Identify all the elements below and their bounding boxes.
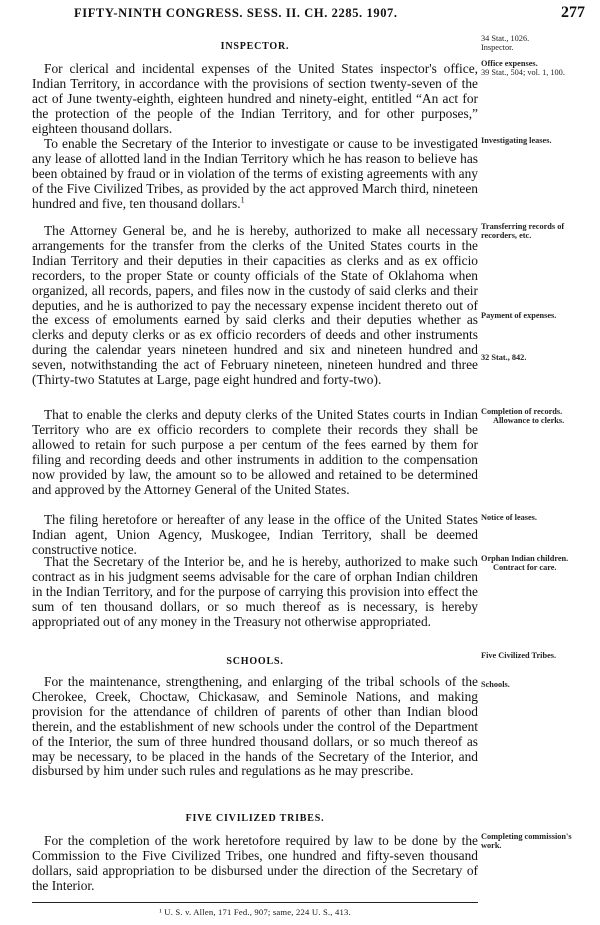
footnote-mark: 1 [240,195,245,205]
section-heading-inspector: INSPECTOR. [220,41,290,52]
footnote: ¹ U. S. v. Allen, 171 Fed., 907; same, 224 U. S., 413. [159,907,351,917]
running-title: FIFTY-NINTH CONGRESS. SESS. II. CH. 2285. 1907. [74,6,398,20]
margin-note-office-expenses: Office expenses. 39 Stat., 504; vol. 1, 100. [481,59,565,77]
margin-note-payment-of-expenses: Payment of expenses. [481,311,557,320]
margin-note-transferring-records: Transferring records of recorders, etc. [481,222,565,240]
paragraph-notice-of-leases: The filing heretofore or hereafter of any lease in the office of the United States Indian agent, Union Agency, Muskogee, Indian Territory, shall be deemed constructive notice. [32,512,478,557]
paragraph-commission-work: For the completion of the work heretofore required by law to be done by the Commission to the Five Civilized Tribes, one hundred and fifty-seven thousand dollars, said appropriation to be disbursed under the direction of the Secretary of the Interior. [32,833,478,893]
margin-note-five-civilized-tribes: Five Civilized Tribes. [481,651,557,660]
margin-note-investigating-leases: Investigating leases. [481,136,552,145]
paragraph-orphan-children: That the Secretary of the Interior be, and he is hereby, authorized to make such contract as in his judgment seems advisable for the care of orphan Indian children in the Indian Territory, and for the purpose of carrying this provision into effect the sum of ten thousand dollars, or so much thereof as is necessary, is hereby appropriated out of any money in the Treasury not otherwise appropriated. [32,554,478,629]
page-number: 277 [561,4,585,21]
margin-note-orphan-children: Orphan Indian children. Contract for care. [481,554,569,572]
paragraph-completion-records: That to enable the clerks and deputy clerks of the United States courts in Indian Territory who are ex officio recorders to complete their records they shall be allowed to retain for such purpose a per centum of the fees earned by them for filing and recording deeds and other instruments in addition to the compensation now provided by law, the amount so to be allowed and retained to be determined and approved by the Attorney General of the United States. [32,407,478,497]
margin-note-stat-1026: 34 Stat., 1026. Inspector. [481,34,530,52]
paragraph-inspector-expenses: For clerical and incidental expenses of the United States inspector's office, Indian Territory, in accordance with the provisions of section twenty-seven of the act of June twenty-eighth, eighteen hundred and ninety-eight, entitled “An act for the protection of the people of the Indian Territory, and for other purposes,” eighteen thousand dollars. [32,61,478,136]
paragraph-investigating-leases: To enable the Secretary of the Interior to investigate or cause to be investigated any lease of allotted land in the Indian Territory which he has reason to believe has been obtained by fraud or in violation of the terms of existing agreements with any of the Five Civilized Tribes, as provided by the act approved March third, nineteen hundred and five, ten thousand dollars.$^1$ [32,136,478,211]
section-heading-five-civilized-tribes: FIVE CIVILIZED TRIBES. [185,813,325,824]
footnote-divider [32,902,478,903]
margin-note-schools: Schools. [481,680,510,689]
margin-note-stat-842: 32 Stat., 842. [481,353,527,362]
paragraph-schools: For the maintenance, strengthening, and enlarging of the tribal schools of the Cherokee, Creek, Choctaw, Chickasaw, and Seminole Nations, and making provision for the attendance of children of parents of other than Indian blood therein, and the establishment of new schools under the control of the Department of the Interior, the sum of three hundred thousand dollars, or so much thereof as may be necessary, to be placed in the hands of the Secretary of the Interior, and disbursed by him under such rules and regulations as he may prescribe. [32,674,478,779]
margin-note-notice-of-leases: Notice of leases. [481,513,537,522]
paragraph-transfer-records: The Attorney General be, and he is hereby, authorized to make all necessary arrangements for the transfer from the clerks of the United States courts in the Indian Territory and their deputies in their capacities as clerks and as ex officio recorders, to the proper State or county officials of the State of Oklahoma when organized, all records, papers, and files now in the custody of said clerks and their deputies, and he is authorized to pay the necessary expense incident thereto out of the excess of emoluments earned by said clerks and their deputies whether as clerks and deputy clerks or as ex officio recorders of deeds and other instruments during the calendar years nineteen hundred and six and nineteen hundred and seven, notwithstanding the act of February nineteen, nineteen hundred and three (Thirty-two Statutes at Large, page eight hundred and forty-two). [32,223,478,388]
margin-note-completing-work: Completing commission's work. [481,832,572,850]
section-heading-schools: SCHOOLS. [226,656,284,667]
running-head [0,6,600,26]
margin-note-completion-of-records: Completion of records. Allowance to clerks. [481,407,565,425]
